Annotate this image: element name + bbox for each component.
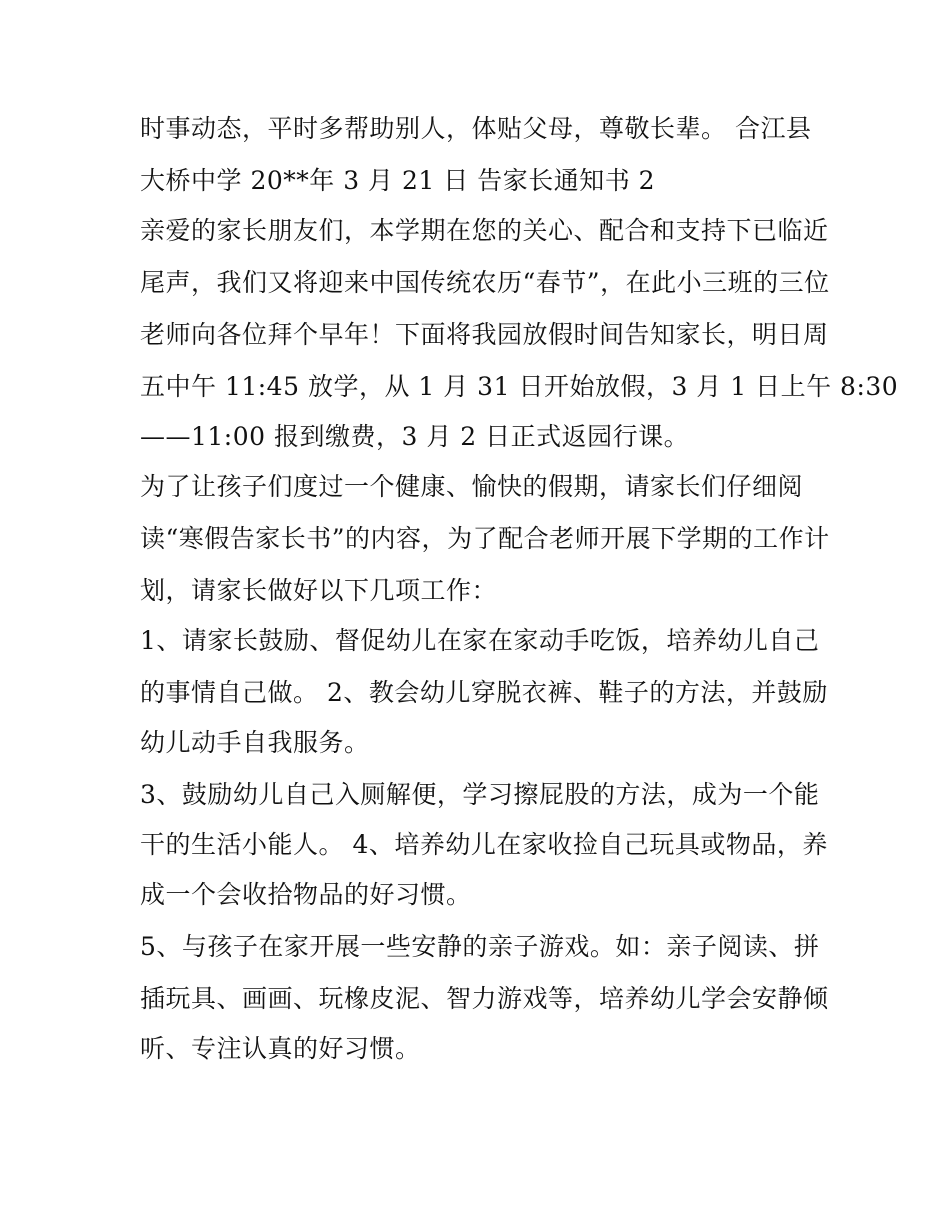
text-line: 3、鼓励幼儿自己入厕解便，学习擦屁股的方法，成为一个能 [140, 780, 820, 809]
text-line: 五中午 11:45 放学，从 1 月 31 日开始放假，3 月 1 日上午 8:30 [140, 372, 899, 401]
text-line: 的事情自己做。 2、教会幼儿穿脱衣裤、鞋子的方法，并鼓励 [140, 678, 828, 707]
text-line: ——11:00 报到缴费，3 月 2 日正式返园行课。 [140, 422, 690, 451]
text-line: 为了让孩子们度过一个健康、愉快的假期，请家长们仔细阅 [140, 472, 804, 501]
text-line: 成一个会收拾物品的好习惯。 [140, 880, 472, 909]
text-line: 干的生活小能人。 4、培养幼儿在家收捡自己玩具或物品，养 [140, 830, 828, 859]
text-line: 听、专注认真的好习惯。 [140, 1034, 421, 1063]
text-line: 1、请家长鼓励、督促幼儿在家在家动手吃饭，培养幼儿自己 [140, 626, 820, 655]
text-line: 插玩具、画画、玩橡皮泥、智力游戏等，培养幼儿学会安静倾 [140, 984, 829, 1013]
text-line: 划，请家长做好以下几项工作： [140, 576, 498, 605]
text-line: 读“寒假告家长书”的内容，为了配合老师开展下学期的工作计 [140, 524, 830, 553]
text-line: 尾声，我们又将迎来中国传统农历“春节”，在此小三班的三位 [140, 268, 830, 297]
text-line: 大桥中学 20**年 3 月 21 日 告家长通知书 2 [140, 166, 656, 195]
text-line: 时事动态，平时多帮助别人，体贴父母，尊敬长辈。 合江县 [140, 114, 812, 143]
text-line: 亲爱的家长朋友们，本学期在您的关心、配合和支持下已临近 [140, 216, 829, 245]
text-line: 老师向各位拜个早年！下面将我园放假时间告知家长，明日周 [140, 320, 829, 349]
text-line: 5、与孩子在家开展一些安静的亲子游戏。如：亲子阅读、拼 [140, 932, 820, 961]
text-line: 幼儿动手自我服务。 [140, 728, 370, 757]
